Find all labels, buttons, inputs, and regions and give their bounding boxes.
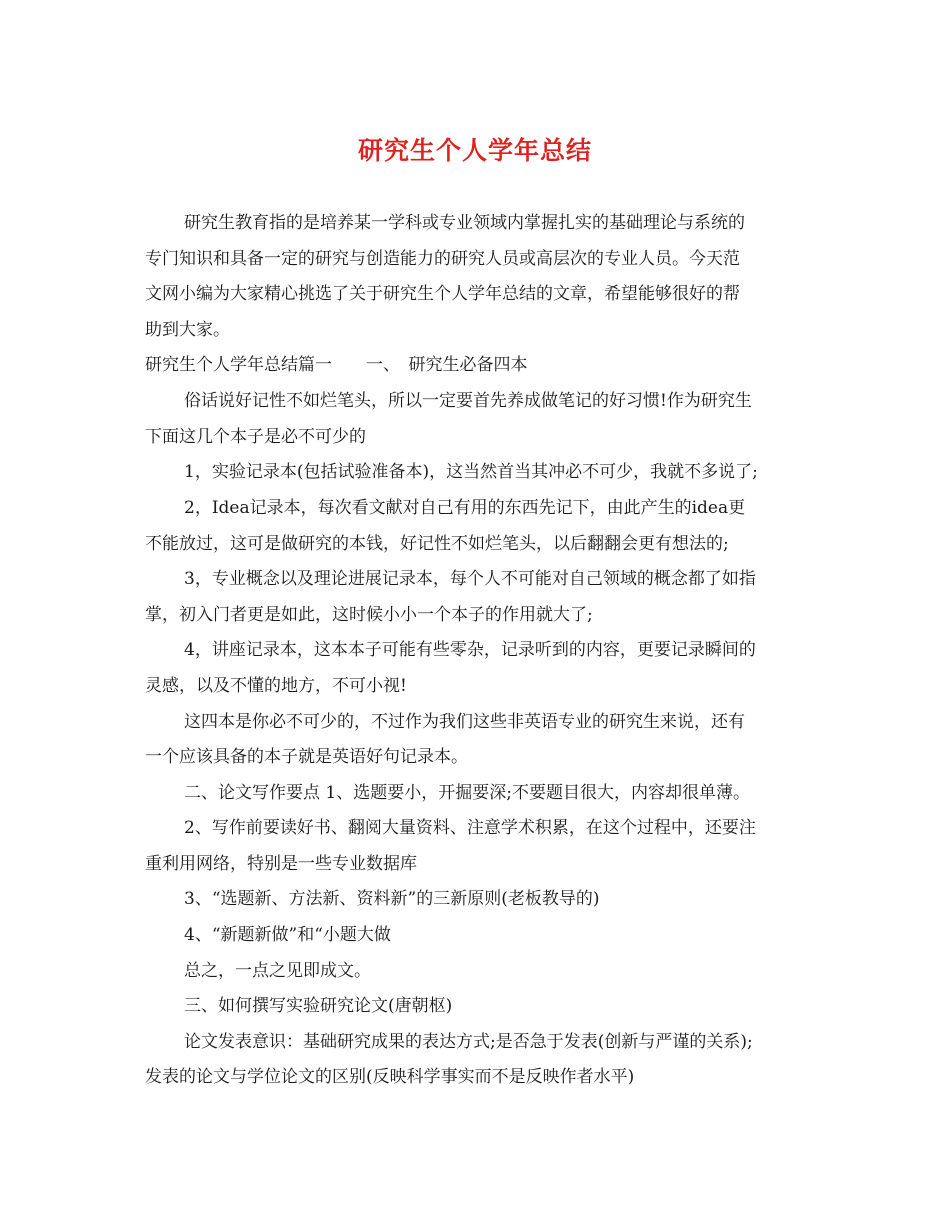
- text-line: 掌，初入门者更是如此，这时候小小一个本子的作用就大了;: [145, 605, 593, 625]
- text-line: 总之，一点之见即成文。: [184, 961, 371, 981]
- list-item-line: 3、“选题新、方法新、资料新”的三新原则(老板教导的): [184, 889, 600, 909]
- text-line: 不能放过，这可是做研究的本钱，好记性不如烂笔头，以后翻翻会更有想法的;: [145, 534, 729, 554]
- text-line: 重利用网络，特别是一些专业数据库: [145, 854, 417, 874]
- text-line: 灵感，以及不懂的地方，不可小视!: [145, 676, 407, 696]
- text-line: 下面这几个本子是必不可少的: [145, 427, 366, 447]
- section-heading-line: 三、如何撰写实验研究论文(唐朝枢): [184, 996, 453, 1016]
- section-heading-line: 研究生个人学年总结篇一 一、 研究生必备四本: [145, 355, 528, 375]
- list-item-line: 3，专业概念以及理论进展记录本，每个人不可能对自己领域的概念都了如指: [184, 569, 756, 589]
- text-line: 论文发表意识：基础研究成果的表达方式;是否急于发表(创新与严谨的关系);: [184, 1032, 753, 1052]
- text-line: 专门知识和具备一定的研究与创造能力的研究人员或高层次的专业人员。今天范: [145, 249, 740, 269]
- text-line: 俗话说好记性不如烂笔头，所以一定要首先养成做笔记的好习惯!作为研究生: [184, 391, 752, 411]
- text-line: 一个应该具备的本子就是英语好句记录本。: [145, 747, 468, 767]
- list-item-line: 1，实验记录本(包括试验准备本)，这当然首当其冲必不可少，我就不多说了;: [184, 462, 758, 482]
- document-title: 研究生个人学年总结: [357, 136, 592, 165]
- text-line: 发表的论文与学位论文的区别(反映科学事实而不是反映作者水平): [145, 1067, 635, 1087]
- list-item-line: 2，Idea记录本，每次看文献对自己有用的东西先记下，由此产生的idea更: [184, 498, 746, 518]
- text-line: 这四本是你必不可少的，不过作为我们这些非英语专业的研究生来说，还有: [184, 712, 745, 732]
- section-heading-line: 二、论文写作要点 1、选题要小，开掘要深;不要题目很大，内容却很单薄。: [184, 783, 750, 803]
- list-item-line: 2、写作前要读好书、翻阅大量资料、注意学术积累，在这个过程中，还要注: [184, 818, 756, 838]
- text-line: 助到大家。: [145, 320, 230, 340]
- list-item-line: 4，讲座记录本，这本本子可能有些零杂，记录听到的内容，更要记录瞬间的: [184, 640, 756, 660]
- text-line: 研究生教育指的是培养某一学科或专业领域内掌握扎实的基础理论与系统的: [184, 213, 745, 233]
- text-line: 文网小编为大家精心挑选了关于研究生个人学年总结的文章，希望能够很好的帮: [145, 284, 740, 304]
- list-item-line: 4、“新题新做”和“小题大做: [184, 925, 391, 945]
